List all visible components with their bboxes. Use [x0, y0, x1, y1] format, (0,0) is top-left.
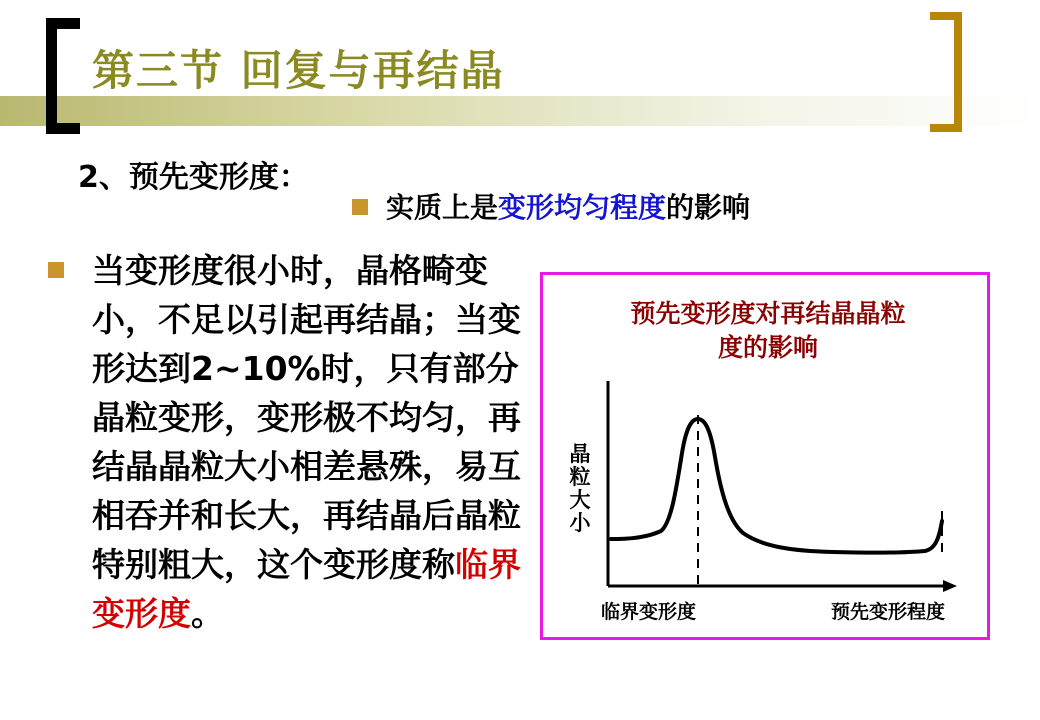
page-title: 第三节 回复与再结晶: [92, 46, 505, 95]
essence-suffix: 的影响: [666, 191, 751, 224]
figure-caption-line2: 度的影响: [717, 333, 818, 362]
bracket-left-decoration: [46, 18, 80, 134]
bracket-right-decoration: [930, 12, 962, 132]
essence-line: [352, 186, 750, 226]
figure-caption-line1: 预先变形度对再结晶晶粒: [630, 299, 906, 328]
figure-caption: [543, 297, 993, 365]
body-text-highlight: 临界变形度: [92, 545, 521, 633]
figure-container: [540, 272, 990, 640]
slide-title-area: [0, 0, 1040, 140]
body-bullet-square-icon: [48, 262, 64, 278]
body-text-part2: 。: [191, 594, 224, 633]
sub-heading: 2、预先变形度：: [78, 160, 309, 195]
essence-highlight: 变形均匀程度: [498, 191, 667, 224]
figure-x-axis-label-left: 临界变形度: [601, 601, 697, 623]
figure-x-axis-label-right: 预先变形程度: [831, 601, 946, 623]
bullet-square-icon: [352, 199, 368, 215]
body-text-part1: 当变形度很小时，晶格畸变小，不足以引起再结晶；当变形达到2~10%时，只有部分晶粒变形，变形极不均匀，再结晶晶粒大小相差悬殊，易互相吞并和长大，再结晶后晶粒特别粗大，这个变形度称: [92, 251, 521, 584]
body-paragraph: [92, 246, 522, 638]
essence-prefix: 实质上是: [386, 191, 499, 224]
figure-y-axis-label: 晶粒大小: [569, 442, 591, 535]
title-gradient-band: [0, 96, 1040, 126]
